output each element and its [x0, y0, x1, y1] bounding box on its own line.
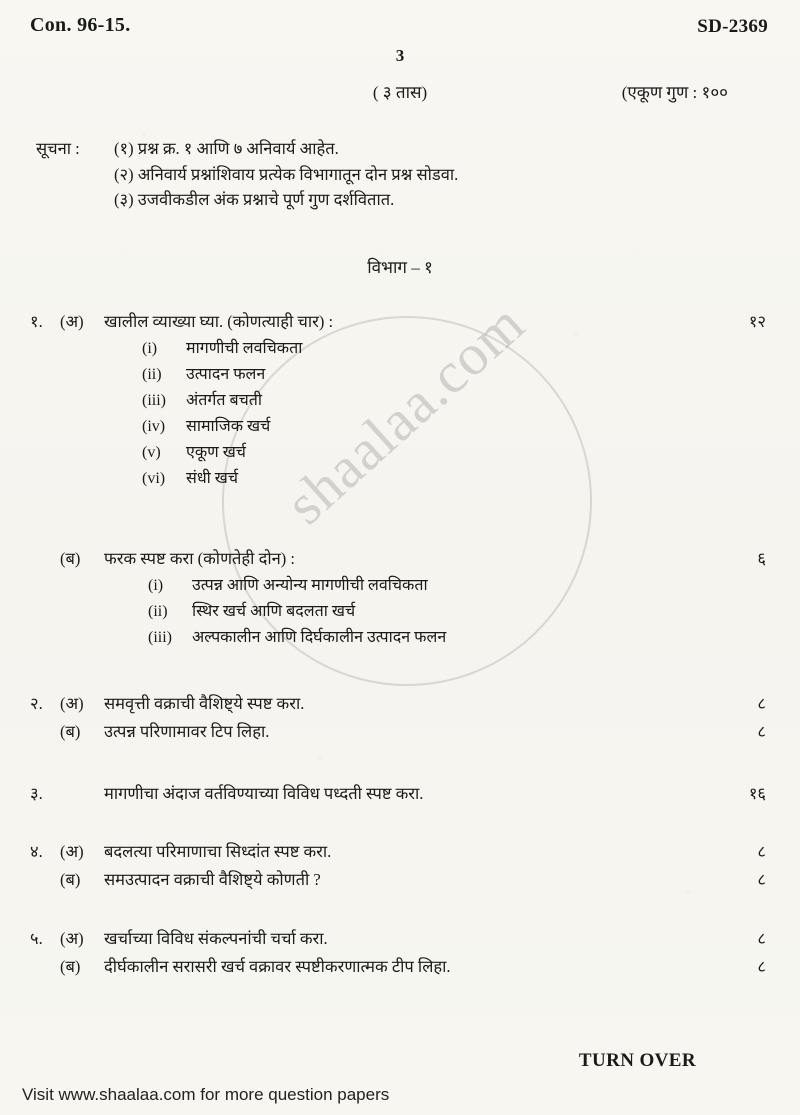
question-marks: ६	[757, 549, 766, 568]
question-line	[30, 690, 774, 718]
question-text: उत्पन्न परिणामावर टिप लिहा.	[104, 722, 270, 742]
list-item-marker: (i)	[142, 340, 158, 358]
question-line	[30, 866, 774, 894]
list-item-label: स्थिर खर्च आणि बदलता खर्च	[192, 603, 356, 621]
exam-duration: ( ३ तास)	[372, 83, 428, 102]
question-line	[30, 925, 774, 953]
question-line	[30, 308, 774, 336]
question-sub-label: (अ)	[60, 312, 84, 331]
question-text: समवृत्ती वक्राची वैशिष्ट्ये स्पष्ट करा.	[104, 694, 305, 713]
question-sub-label: (ब)	[60, 870, 81, 890]
list-item	[148, 625, 774, 651]
question-line	[30, 780, 774, 808]
question-line	[30, 953, 774, 981]
turn-over-label: TURN OVER	[578, 1050, 696, 1071]
question-2	[30, 690, 774, 747]
question-line	[30, 718, 774, 746]
question-number: ४.	[30, 842, 43, 861]
question-marks: १२	[748, 312, 766, 331]
list-item-marker: (iii)	[142, 392, 166, 410]
list-item-marker: (ii)	[142, 366, 162, 384]
question-text: खर्चाच्या विविध संकल्पनांची चर्चा करा.	[104, 929, 328, 948]
list-item-label: अंतर्गत बचती	[186, 392, 263, 410]
question-text: समउत्पादन वक्राची वैशिष्ट्ये कोणती ?	[104, 870, 321, 890]
list-item	[148, 573, 774, 599]
question-1a	[30, 308, 774, 492]
instructions-label: सूचना :	[36, 139, 80, 158]
list-item-label: मागणीची लवचिकता	[186, 340, 303, 358]
question-marks: ८	[757, 870, 766, 890]
instruction-indent	[36, 187, 114, 213]
section-title: विभाग – १	[367, 258, 433, 277]
question-text: दीर्घकालीन सरासरी खर्च वक्रावर स्पष्टीकरणात्मक टीप लिहा.	[104, 957, 451, 977]
question-marks: ८	[757, 929, 766, 948]
question-number: २.	[30, 694, 43, 713]
footer-note: Visit www.shaalaa.com for more question papers	[22, 1085, 390, 1104]
question-marks: ८	[757, 694, 766, 713]
list-item-label: एकूण खर्च	[186, 444, 246, 461]
instruction-row	[36, 187, 458, 213]
list-item-label: उत्पन्न आणि अन्योन्य मागणीची लवचिकता	[192, 577, 428, 595]
list-item-marker: (vi)	[142, 469, 166, 487]
question-1a-items	[142, 336, 774, 491]
question-4	[30, 838, 774, 895]
instructions-block	[36, 136, 458, 213]
question-number: १.	[30, 312, 43, 331]
list-item-marker: (ii)	[148, 603, 168, 621]
question-marks: ८	[757, 842, 766, 861]
list-item	[142, 336, 774, 362]
watermark-text: shaalaa.com	[273, 290, 537, 537]
question-text: खालील व्याख्या घ्या. (कोणत्याही चार) :	[104, 312, 334, 331]
instruction-item: (३) उजवीकडील अंक प्रश्नाचे पूर्ण गुण दर्शवितात.	[114, 190, 395, 210]
question-sub-label: (अ)	[60, 842, 84, 861]
question-number: ३.	[30, 784, 43, 803]
question-marks: ८	[757, 957, 766, 977]
list-item	[142, 414, 774, 440]
list-item	[142, 388, 774, 414]
list-item-marker: (iii)	[148, 629, 172, 647]
question-marks: १६	[748, 784, 766, 803]
instruction-item: (२) अनिवार्य प्रश्नांशिवाय प्रत्येक विभागातून दोन प्रश्न सोडवा.	[114, 164, 459, 184]
question-text: मागणीचा अंदाज वर्तविण्याच्या विविध पध्दती स्पष्ट करा.	[104, 784, 424, 803]
question-sub-label: (अ)	[60, 929, 84, 948]
instruction-row	[36, 136, 458, 162]
paper-code: SD-2369	[697, 16, 768, 37]
question-number: ५.	[30, 929, 43, 948]
con-number: Con. 96-15.	[30, 14, 131, 36]
list-item-label: अल्पकालीन आणि दिर्घकालीन उत्पादन फलन	[192, 629, 447, 647]
page-number: 3	[395, 46, 405, 65]
question-1b-items	[148, 573, 774, 651]
question-1b	[30, 545, 774, 651]
question-marks: ८	[757, 722, 766, 742]
list-item-label: सामाजिक खर्च	[186, 418, 271, 436]
question-sub-label: (ब)	[60, 722, 81, 742]
list-item-label: संधी खर्च	[186, 469, 239, 487]
instruction-indent	[36, 162, 114, 188]
question-line	[30, 545, 774, 573]
question-sub-label: (अ)	[60, 694, 84, 713]
total-marks: (एकूण गुण : १००	[621, 83, 728, 102]
list-item-label: उत्पादन फलन	[186, 366, 266, 384]
list-item	[142, 466, 774, 492]
list-item	[142, 440, 774, 466]
list-item-marker: (v)	[142, 444, 161, 461]
question-sub-label: (ब)	[60, 549, 81, 568]
list-item-marker: (iv)	[142, 418, 166, 436]
list-item	[142, 362, 774, 388]
question-text: बदलत्या परिमाणाचा सिध्दांत स्पष्ट करा.	[104, 842, 332, 861]
instruction-row	[36, 162, 458, 188]
question-3	[30, 780, 774, 808]
question-5	[30, 925, 774, 982]
question-line	[30, 838, 774, 866]
list-item	[148, 599, 774, 625]
list-item-marker: (i)	[148, 577, 164, 595]
instruction-item: (१) प्रश्न क्र. १ आणि ७ अनिवार्य आहेत.	[114, 139, 339, 158]
question-text: फरक स्पष्ट करा (कोणतेही दोन) :	[104, 549, 295, 568]
question-sub-label: (ब)	[60, 957, 81, 977]
